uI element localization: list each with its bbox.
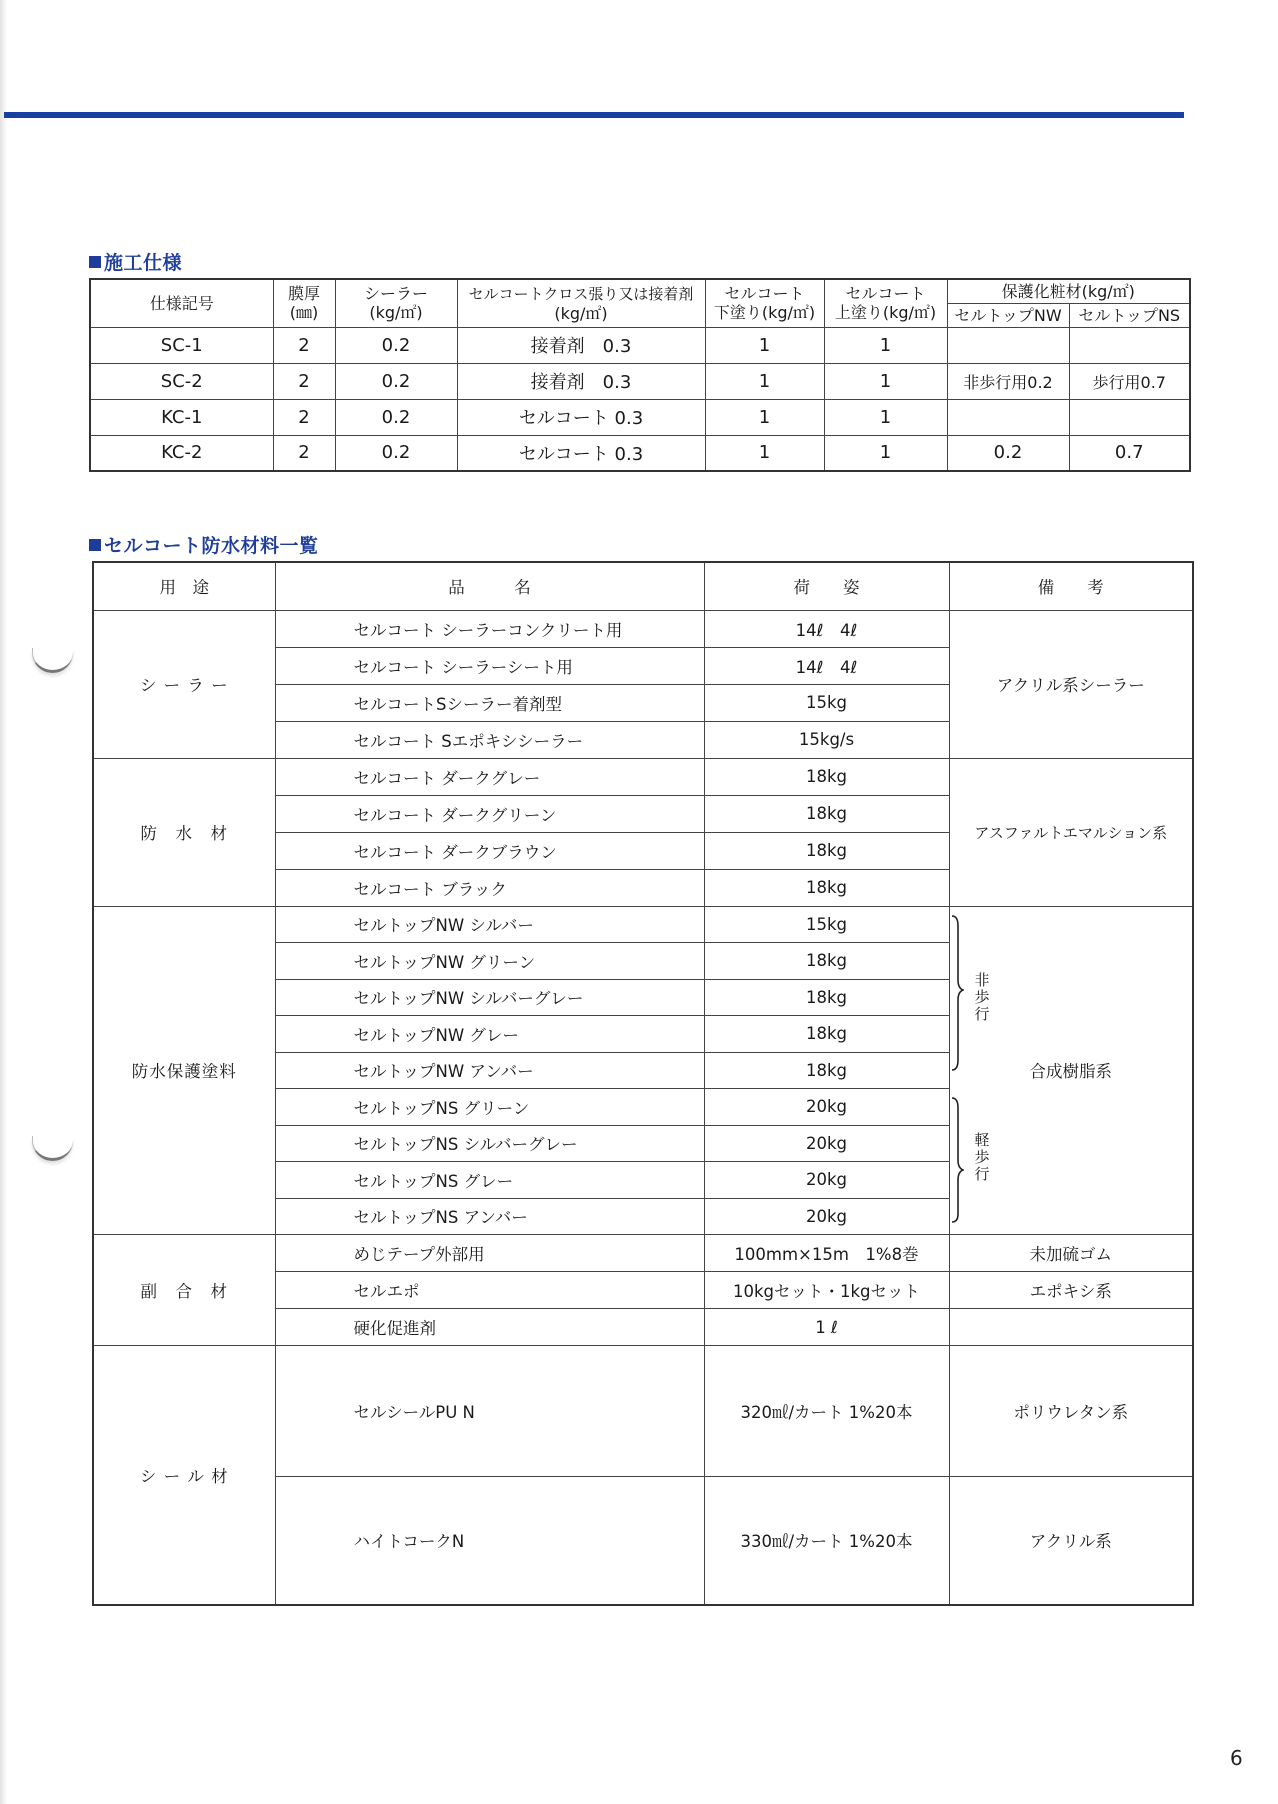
spec-code: SC-2 (90, 363, 273, 399)
spec-table (89, 278, 1191, 472)
package: 20kg (704, 1089, 949, 1126)
square-bullet-icon (89, 539, 101, 551)
remark-sealer: アクリル系シーラー (949, 610, 1193, 758)
spec-top-coat: 1 (824, 327, 947, 363)
package: 15kg/s (704, 721, 949, 758)
spec-cloth: 接着剤 0.3 (457, 363, 705, 399)
spec-nw: 非歩行用0.2 (947, 363, 1069, 399)
under-coat-label: セルコート (724, 284, 805, 304)
spec-header-sealer (335, 279, 457, 327)
package: 18kg (704, 795, 949, 832)
package: 18kg (704, 1052, 949, 1089)
spec-thickness: 2 (273, 399, 335, 435)
spec-nw (947, 327, 1069, 363)
thickness-label: 膜厚 (287, 284, 320, 304)
spec-row (90, 399, 1190, 435)
spec-nw: 0.2 (947, 435, 1069, 471)
product-name: 硬化促進剤 (275, 1309, 704, 1346)
spec-cloth: 接着剤 0.3 (457, 327, 705, 363)
square-bullet-icon (89, 256, 101, 268)
material-section-title (89, 531, 319, 558)
spec-nw (947, 399, 1069, 435)
spec-cloth: セルコート 0.3 (457, 435, 705, 471)
spec-top-coat: 1 (824, 363, 947, 399)
product-name: セルコート ダークブラウン (275, 832, 704, 869)
spec-header-nw: セルトップNW (947, 303, 1069, 327)
spec-header-code: 仕様記号 (90, 279, 273, 327)
binder-hole (32, 1136, 73, 1161)
package: 18kg (704, 869, 949, 906)
spec-under-coat: 1 (705, 363, 824, 399)
spec-under-coat: 1 (705, 435, 824, 471)
spec-sealer: 0.2 (335, 327, 457, 363)
spec-code: SC-1 (90, 327, 273, 363)
product-name: セルコート Sエポキシシーラー (275, 721, 704, 758)
package: 18kg (704, 832, 949, 869)
spec-ns: 0.7 (1069, 435, 1190, 471)
material-header-remarks: 備 考 (949, 562, 1193, 610)
thickness-unit: (㎜) (289, 303, 319, 323)
product-name: セルトップNS シルバーグレー (275, 1125, 704, 1162)
package: 18kg (704, 758, 949, 795)
category-waterproof: 防 水 材 (93, 758, 275, 906)
spec-header-protective: 保護化粧材(kg/㎡) (947, 279, 1190, 303)
under-coat-unit: 下塗り(kg/㎡) (713, 303, 816, 323)
spec-code: KC-1 (90, 399, 273, 435)
cloth-unit: (kg/㎡) (554, 303, 608, 323)
spec-header-thickness (273, 279, 335, 327)
spec-header-row (90, 279, 1190, 303)
remark: 未加硫ゴム (949, 1235, 1193, 1272)
material-header-row (93, 562, 1193, 610)
product-name: セルコート シーラーコンクリート用 (275, 610, 704, 647)
package: 20kg (704, 1198, 949, 1235)
page-edge-shadow (0, 0, 7, 1804)
package: 320㎖/カート 1%20本 (704, 1346, 949, 1477)
package: 14ℓ 4ℓ (704, 610, 949, 647)
spec-row (90, 435, 1190, 471)
remark-waterproof: アスファルトエマルション系 (949, 758, 1193, 906)
spec-sealer: 0.2 (335, 363, 457, 399)
product-name: セルトップNS グリーン (275, 1089, 704, 1126)
product-name: セルコート ブラック (275, 869, 704, 906)
table-row (93, 610, 1193, 647)
package: 14ℓ 4ℓ (704, 647, 949, 684)
product-name: セルコート ダークグリーン (275, 795, 704, 832)
spec-top-coat: 1 (824, 435, 947, 471)
spec-ns (1069, 327, 1190, 363)
spec-header-ns: セルトップNS (1069, 303, 1190, 327)
product-name: セルトップNW グレー (275, 1016, 704, 1053)
package: 18kg (704, 943, 949, 980)
remark: アクリル系 (949, 1477, 1193, 1605)
product-name: セルトップNW シルバー (275, 906, 704, 943)
spec-ns (1069, 399, 1190, 435)
material-header-use: 用 途 (93, 562, 275, 610)
package: 10kgセット・1kgセット (704, 1272, 949, 1309)
spec-ns: 歩行用0.7 (1069, 363, 1190, 399)
spec-row (90, 363, 1190, 399)
category-auxiliary: 副 合 材 (93, 1235, 275, 1346)
package: 18kg (704, 979, 949, 1016)
spec-sealer: 0.2 (335, 399, 457, 435)
package: 18kg (704, 1016, 949, 1053)
product-name: ハイトコークN (275, 1477, 704, 1605)
category-seal: シ ー ル 材 (93, 1346, 275, 1605)
spec-thickness: 2 (273, 435, 335, 471)
spec-header-under-coat (705, 279, 824, 327)
material-table (92, 561, 1194, 1606)
remark: エポキシ系 (949, 1272, 1193, 1309)
spec-code: KC-2 (90, 435, 273, 471)
spec-top-coat: 1 (824, 399, 947, 435)
binder-hole (32, 648, 73, 673)
remark (949, 1309, 1193, 1346)
sealer-unit: (kg/㎡) (369, 303, 423, 323)
product-name: セルコート シーラーシート用 (275, 647, 704, 684)
product-name: めじテープ外部用 (275, 1235, 704, 1272)
header-rule (4, 112, 1184, 118)
product-name: セルコートSシーラー着剤型 (275, 684, 704, 721)
spec-cloth: セルコート 0.3 (457, 399, 705, 435)
table-row (93, 1346, 1193, 1477)
package: 20kg (704, 1125, 949, 1162)
non-walk-label: 非歩行 (974, 971, 990, 1023)
product-name: セルトップNW アンバー (275, 1052, 704, 1089)
product-name: セルトップNS グレー (275, 1162, 704, 1199)
product-name: セルトップNW シルバーグレー (275, 979, 704, 1016)
spec-header-cloth (457, 279, 705, 327)
package: 1 ℓ (704, 1309, 949, 1346)
package: 20kg (704, 1162, 949, 1199)
cloth-label: セルコートクロス張り又は接着剤 (468, 284, 694, 303)
material-header-name: 品 名 (275, 562, 704, 610)
top-coat-label: セルコート (845, 284, 926, 304)
product-name: セルシールPU N (275, 1346, 704, 1477)
sealer-label: シーラー (363, 284, 428, 304)
table-row (93, 758, 1193, 795)
spec-header-top-coat (824, 279, 947, 327)
spec-under-coat: 1 (705, 327, 824, 363)
spec-section-title (89, 248, 182, 275)
material-section-title-text: セルコート防水材料一覧 (104, 535, 319, 557)
product-name: セルエポ (275, 1272, 704, 1309)
package: 330㎖/カート 1%20本 (704, 1477, 949, 1605)
table-row (93, 906, 1193, 943)
spec-under-coat: 1 (705, 399, 824, 435)
product-name: セルトップNS アンバー (275, 1198, 704, 1235)
page-number: 6 (1230, 1746, 1243, 1770)
category-protective: 防水保護塗料 (93, 906, 275, 1235)
package: 100mm×15m 1%8巻 (704, 1235, 949, 1272)
package: 15kg (704, 906, 949, 943)
product-name: セルコート ダークグレー (275, 758, 704, 795)
spec-thickness: 2 (273, 327, 335, 363)
top-coat-unit: 上塗り(kg/㎡) (834, 303, 937, 323)
material-header-package: 荷 姿 (704, 562, 949, 610)
light-walk-label: 軽歩行 (974, 1131, 990, 1183)
remark: ポリウレタン系 (949, 1346, 1193, 1477)
product-name: セルトップNW グリーン (275, 943, 704, 980)
remark-protective: 合成樹脂系 (949, 906, 1193, 1235)
package: 15kg (704, 684, 949, 721)
spec-sealer: 0.2 (335, 435, 457, 471)
spec-section-title-text: 施工仕様 (104, 252, 183, 274)
spec-row (90, 327, 1190, 363)
table-row (93, 1235, 1193, 1272)
category-sealer: シ ー ラ ー (93, 610, 275, 758)
spec-thickness: 2 (273, 363, 335, 399)
